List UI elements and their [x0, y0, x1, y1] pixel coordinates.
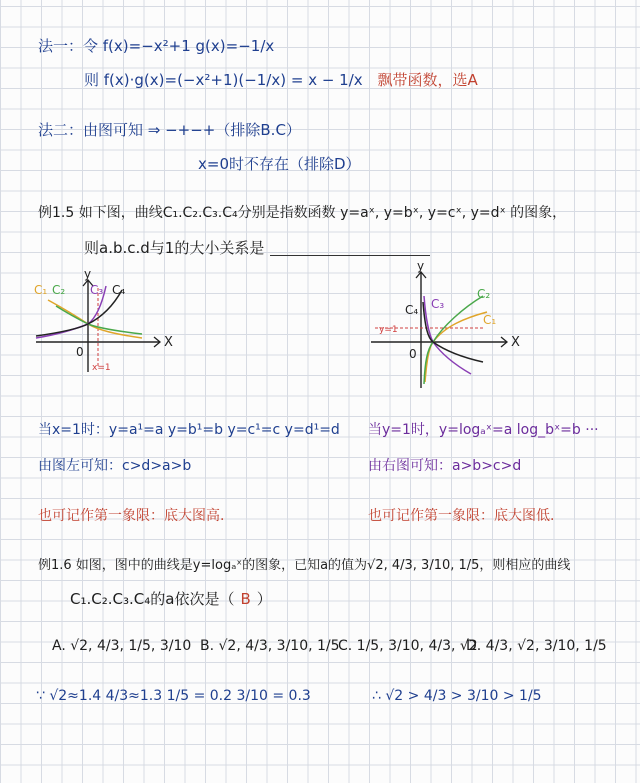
example-1-6-question: C₁.C₂.C₃.C₄的a依次是（: [70, 590, 235, 608]
left-note-3: 也可记作第一象限：底大图高.: [38, 508, 225, 524]
method2-line2: x=0时不存在（排除D）: [198, 155, 361, 173]
left-label-x: X: [164, 335, 173, 350]
example-1-5-question: 则a.b.c.d与1的大小关系是: [84, 239, 265, 257]
left-label-c3: C₃: [90, 283, 104, 297]
method1-line1: 法一：令 f(x)=−x²+1 g(x)=−1/x: [38, 37, 275, 55]
example-1-6-line1: 例1.6 如图，图中的曲线是y=logₐˣ的图象，已知a的值为√2, 4/3, 3/10, 1/5，则相应的曲线: [38, 558, 571, 573]
answer-blank: [270, 241, 430, 256]
option-a: A. √2, 4/3, 1/5, 3/10: [52, 638, 192, 654]
example-1-6-close: ）: [256, 590, 272, 608]
right-note-3: 也可记作第一象限：底大图低.: [368, 508, 555, 524]
left-note-1: 当x=1时：y=a¹=a y=b¹=b y=c¹=c y=d¹=d: [38, 422, 340, 438]
right-curve-c1: [425, 312, 487, 382]
right-log-graph: [365, 259, 525, 392]
method2-line1: 法二：由图可知 ⇒ −+−+（排除B.C）: [38, 121, 301, 139]
right-label-c1: C₁: [483, 313, 497, 327]
right-label-x: X: [511, 335, 520, 350]
right-label-hline: y=1: [379, 325, 398, 335]
method1-formula: 则 f(x)·g(x)=(−x²+1)(−1/x) = x − 1/x: [84, 71, 363, 89]
left-label-y: y: [84, 267, 92, 281]
left-label-c4: C₄: [112, 283, 126, 297]
example-1-5-line2: [84, 238, 430, 258]
option-d: D. 4/3, √2, 3/10, 1/5: [466, 638, 607, 654]
left-label-c2: C₂: [52, 283, 66, 297]
right-curve-c4: [423, 302, 483, 362]
left-note-2: 由图左可知：c>d>a>b: [38, 458, 192, 474]
example-1-5-line1: 例1.5 如下图，曲线C₁.C₂.C₃.C₄分别是指数函数 y=aˣ, y=bˣ, y=cˣ, y=dˣ 的图象，: [38, 205, 567, 221]
conclusion-line: ∴ √2 > 4/3 > 3/10 > 1/5: [372, 688, 542, 704]
right-label-c3: C₃: [431, 297, 445, 311]
right-label-c4: C₄: [405, 303, 419, 317]
left-label-origin: 0: [76, 345, 84, 359]
right-label-y: y: [417, 259, 425, 273]
left-exponential-graph: [30, 268, 180, 383]
example-1-6-answer: B: [240, 590, 251, 608]
option-c: C. 1/5, 3/10, 4/3, √2: [338, 638, 478, 654]
right-label-origin: 0: [409, 347, 417, 361]
option-b: B. √2, 4/3, 3/10, 1/5: [200, 638, 340, 654]
calculation-line: ∵ √2≈1.4 4/3≈1.3 1/5 = 0.2 3/10 = 0.3: [36, 688, 311, 704]
method1-note: 飘带函数，选A: [377, 71, 478, 89]
left-label-c1: C₁: [34, 283, 48, 297]
example-1-6-line2: [70, 589, 272, 609]
right-note-1: 当y=1时，y=logₐˣ=a log_bˣ=b ···: [368, 422, 599, 438]
method1-line2: [84, 70, 478, 90]
left-label-vline: x=1: [92, 363, 111, 373]
right-label-c2: C₂: [477, 287, 491, 301]
right-note-2: 由右图可知：a>b>c>d: [368, 458, 522, 474]
